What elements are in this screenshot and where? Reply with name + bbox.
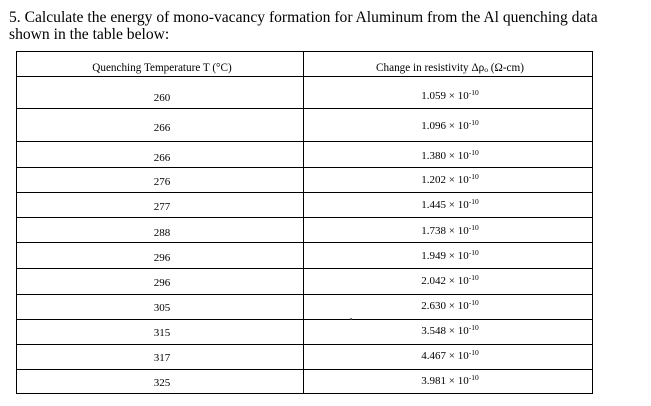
resistivity-cell: $4.467 \times 10^{-10}$ xyxy=(421,348,479,362)
row-divider xyxy=(17,242,592,243)
row-divider xyxy=(17,344,592,345)
row-divider xyxy=(17,369,592,370)
row-divider xyxy=(17,294,592,295)
header-resistivity: Change in resistivity $\Delta\rho_o$ (Ω-cm) xyxy=(376,62,524,74)
row-divider xyxy=(17,108,592,109)
row-divider xyxy=(17,268,592,269)
row-divider xyxy=(17,76,592,77)
row-divider xyxy=(17,167,592,168)
temperature-cell: 296 xyxy=(153,252,171,264)
resistivity-cell: $3.981 \times 10^{-10}$ xyxy=(421,373,479,387)
temperature-cell: 260 xyxy=(153,92,171,104)
resistivity-cell: $3.548 \times 10^{-10}$ xyxy=(421,323,479,337)
row-divider xyxy=(17,192,592,193)
row-divider xyxy=(17,319,592,320)
row-divider xyxy=(17,141,592,142)
temperature-cell: 266 xyxy=(153,122,171,134)
resistivity-cell: $1.380 \times 10^{-10}$ xyxy=(421,148,479,162)
temperature-cell: 288 xyxy=(153,227,171,239)
temperature-cell: 315 xyxy=(153,327,171,339)
quenching-data-table xyxy=(16,51,593,394)
question-text: 5. Calculate the energy of mono-vacancy formation for Aluminum from the Al quenching data shown in the table below: xyxy=(9,9,598,43)
resistivity-cell: $1.096 \times 10^{-10}$ xyxy=(421,118,479,132)
temperature-cell: 276 xyxy=(153,176,171,188)
resistivity-cell: $1.949 \times 10^{-10}$ xyxy=(421,248,479,262)
resistivity-cell: $1.445 \times 10^{-10}$ xyxy=(421,197,479,211)
temperature-cell: 266 xyxy=(153,152,171,164)
header-temperature: Quenching Temperature T (°C) xyxy=(92,62,232,74)
temperature-cell: 317 xyxy=(153,352,171,364)
stray-dot xyxy=(350,318,352,320)
temperature-cell: 305 xyxy=(153,302,171,314)
column-divider xyxy=(303,52,304,393)
resistivity-cell: $1.059 \times 10^{-10}$ xyxy=(421,88,479,102)
resistivity-cell: $2.630 \times 10^{-10}$ xyxy=(421,298,479,312)
resistivity-cell: $1.738 \times 10^{-10}$ xyxy=(421,223,479,237)
temperature-cell: 277 xyxy=(153,201,171,213)
resistivity-cell: $2.042 \times 10^{-10}$ xyxy=(421,273,479,287)
resistivity-cell: $1.202 \times 10^{-10}$ xyxy=(421,172,479,186)
row-divider xyxy=(17,217,592,218)
temperature-cell: 296 xyxy=(153,277,171,289)
temperature-cell: 325 xyxy=(153,377,171,389)
